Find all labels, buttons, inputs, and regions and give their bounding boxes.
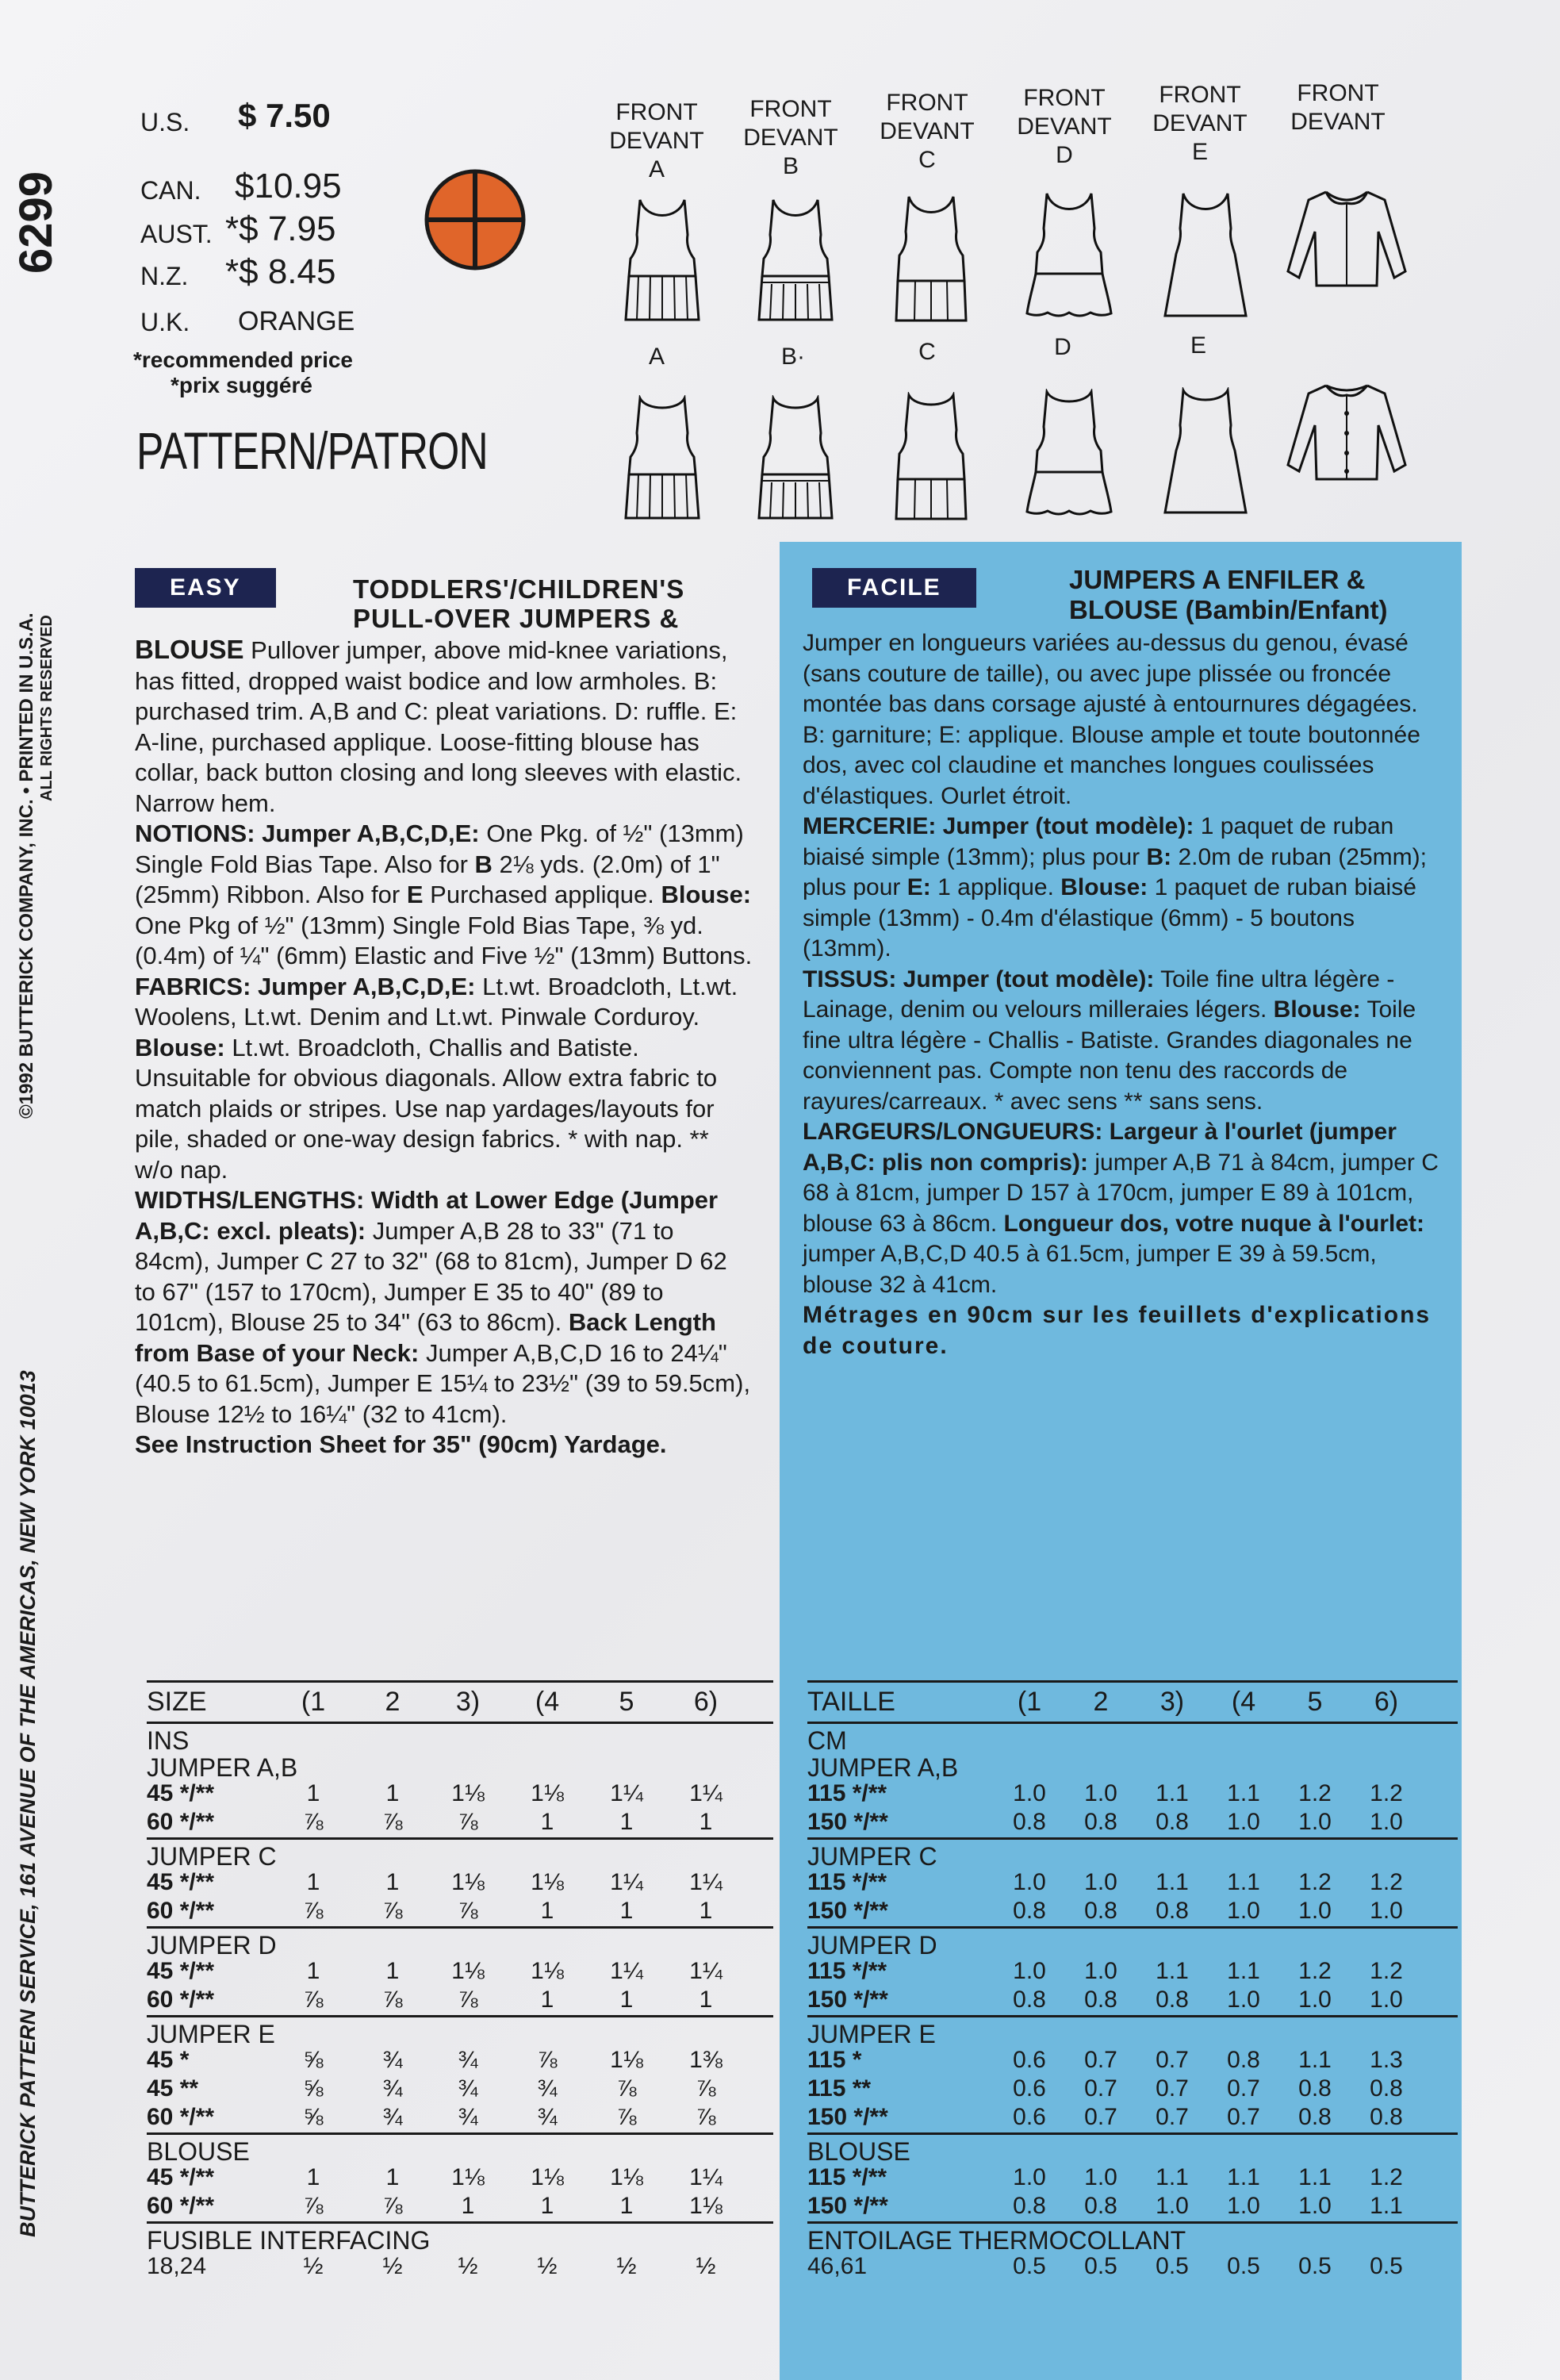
table-cell: ¾ [458, 2104, 478, 2130]
row-label: 115 * [807, 2047, 862, 2073]
size-header-5: 5 [619, 1687, 634, 1717]
table-cell: ½ [696, 2253, 716, 2279]
header-rule [147, 1722, 773, 1724]
english-title: TODDLERS'/CHILDREN'S PULL-OVER JUMPERS & [353, 574, 685, 633]
table-cell: ¾ [537, 2075, 558, 2102]
row-label: 45 */** [147, 1780, 215, 1806]
table-cell: 0.7 [1084, 2047, 1117, 2073]
back-label-e: E [1190, 332, 1206, 359]
table-cell: ½ [616, 2253, 637, 2279]
table-cell: 1.0 [1084, 1958, 1117, 1984]
table-cell: 1.2 [1370, 1780, 1403, 1806]
table-cell: 1.1 [1156, 1780, 1189, 1806]
group-rule [807, 2132, 1458, 2135]
table-cell: 1⅛ [451, 1780, 485, 1806]
back-label-d: D [1054, 334, 1071, 360]
table-cell: ⅞ [303, 1898, 324, 1924]
jumper-a-back-drawing [623, 395, 702, 522]
table-cell: 1.0 [1084, 1780, 1117, 1806]
group-rule [807, 1926, 1458, 1929]
table-cell: ⅞ [303, 2193, 324, 2219]
group-label: JUMPER D [807, 1931, 937, 1960]
group-label: JUMPER C [807, 1842, 937, 1871]
table-cell: ½ [458, 2253, 478, 2279]
table-cell: 1 [619, 1987, 634, 2013]
group-label: BLOUSE [147, 2137, 250, 2166]
row-label: 115 */** [807, 1958, 887, 1984]
table-cell: 0.7 [1156, 2104, 1189, 2130]
back-label-c: C [918, 339, 936, 365]
size-header-label: TAILLE [807, 1687, 895, 1717]
size-header-1: (1 [301, 1687, 326, 1717]
table-cell: 0.7 [1084, 2104, 1117, 2130]
table-cell: 0.8 [1084, 1809, 1117, 1835]
table-cell: ¾ [382, 2075, 403, 2102]
table-cell: ⅝ [303, 2075, 324, 2102]
table-cell: ⅞ [616, 2075, 637, 2102]
table-cell: 1.0 [1084, 1869, 1117, 1895]
table-cell: 0.8 [1298, 2104, 1332, 2130]
table-cell: 0.8 [1013, 1809, 1046, 1835]
table-cell: 1 [385, 1780, 400, 1806]
table-cell: 1.2 [1370, 1958, 1403, 1984]
fusible-row-label: 18,24 [147, 2253, 207, 2279]
recommended-price-note: *recommended price [133, 347, 353, 372]
table-cell: 1.1 [1156, 2164, 1189, 2190]
price-us-value: $ 7.50 [238, 97, 331, 134]
fusible-label: ENTOILAGE THERMOCOLLANT [807, 2226, 1186, 2255]
row-label: 45 ** [147, 2075, 199, 2102]
row-label: 150 */** [807, 1987, 888, 2013]
table-cell: 1.0 [1370, 1898, 1403, 1924]
table-cell: ¾ [382, 2104, 403, 2130]
table-cell: 1⅛ [531, 1869, 564, 1895]
table-cell: 1.0 [1370, 1987, 1403, 2013]
table-cell: 1.1 [1227, 1869, 1260, 1895]
table-cell: 1.2 [1370, 2164, 1403, 2190]
table-cell: 1⅛ [610, 2164, 643, 2190]
table-cell: ⅝ [303, 2047, 324, 2073]
table-cell: 1.1 [1227, 1780, 1260, 1806]
table-cell: 1 [306, 1780, 320, 1806]
group-rule [147, 1926, 773, 1929]
size-header-2: 2 [1093, 1687, 1109, 1717]
jumper-a-front-drawing [623, 197, 702, 324]
table-cell: ⅝ [303, 2104, 324, 2130]
table-cell: 1 [619, 1809, 634, 1835]
size-header-4: (4 [535, 1687, 560, 1717]
table-cell: 1.3 [1370, 2047, 1403, 2073]
size-header-3: 3) [1159, 1687, 1185, 1717]
table-cell: 0.8 [1156, 1898, 1189, 1924]
table-cell: 1.0 [1013, 2164, 1046, 2190]
english-description: BLOUSE Pullover jumper, above mid-knee variations, has fitted, dropped waist bodice and low armholes. B: purchased trim. A,B and C: pleat variations. D: ruffle. E: A-line, purchased applique. Loose-fitting blouse has collar, back button closing and long sleeves with elastic. Narrow hem. NOTIONS: Jumper A,B,C,D,E: One Pkg. of ½" (13mm) Single Fold Bias Tape. Also for B 2⅛ yds. (2.0m) of 1" (25mm) Ribbon. Also for E Purchased applique. Blouse: One Pkg of ½" (13mm) Single Fold Bias Tape, ⅜ yd. (0.4m) of ¼" (6mm) Elastic and Five ½" (13mm) Buttons. FABRICS: Jumper A,B,C,D,E: Lt.wt. Broadcloth, Lt.wt. Woolens, Lt.wt. Denim and Lt.wt. Pinwale Corduroy. Blouse: Lt.wt. Broadcloth, Challis and Batiste. Unsuitable for obvious diagonals. Allow extra fabric to match plaids or stripes. Use nap yardages/layouts for pile, shaded or one-way design fabrics. * with nap. ** w/o nap. WIDTHS/LENGTHS: Width at Lower Edge (Jumper A,B,C: excl. pleats): Jumper A,B 28 to 33" (71 to 84cm), Jumper C 27 to 32" (68 to 81cm), Jumper D 62 to 67" (157 to 170cm), Jumper E 35 to 40" (89 to 101cm), Blouse 25 to 34" (63 to 86cm). Back Length from Base of your Neck: Jumper A,B,C,D 16 to 24¼" (40.5 to 61.5cm), Jumper E 15¼ to 23½" (39 to 59.5cm), Blouse 12½ to 16¼" (32 to 41cm). See Instruction Sheet for 35" (90cm) Yardage. [135, 635, 753, 1458]
unit-label: INS [147, 1726, 190, 1755]
table-cell: 0.8 [1156, 1809, 1189, 1835]
price-nz-value: *$ 8.45 [225, 252, 336, 291]
table-cell: 0.6 [1013, 2047, 1046, 2073]
orange-cross-symbol [424, 168, 527, 271]
jumper-d-back-drawing [1025, 389, 1113, 520]
table-top-rule [807, 1680, 1458, 1683]
header-rule [807, 1722, 1458, 1724]
table-cell: 0.8 [1227, 2047, 1260, 2073]
table-cell: 1.0 [1013, 1780, 1046, 1806]
blouse-front-drawing [1277, 184, 1416, 295]
price-can-value: $10.95 [235, 167, 342, 205]
size-header-3: 3) [455, 1687, 481, 1717]
table-cell: 1 [540, 1809, 554, 1835]
table-cell: 1.0 [1227, 1809, 1260, 1835]
table-top-rule [147, 1680, 773, 1683]
group-label: JUMPER E [147, 2020, 275, 2048]
table-cell: 0.5 [1084, 2253, 1117, 2279]
table-cell: 1 [306, 1869, 320, 1895]
row-label: 60 */** [147, 1809, 215, 1835]
group-rule [807, 1837, 1458, 1840]
price-aust-value: *$ 7.95 [225, 209, 336, 248]
table-cell: 1 [540, 1898, 554, 1924]
jumper-b-front-drawing [756, 197, 835, 324]
price-uk-value: ORANGE [238, 306, 355, 336]
price-aust: AUST. [140, 220, 213, 248]
table-cell: 1.0 [1156, 2193, 1189, 2219]
table-cell: 1⅛ [451, 1869, 485, 1895]
front-label-b: FRONT DEVANT B [743, 96, 838, 179]
table-cell: 1 [619, 1898, 634, 1924]
table-cell: ⅞ [458, 1809, 478, 1835]
prix-suggere-note: *prix suggéré [171, 373, 312, 397]
table-cell: 1⅛ [610, 2047, 643, 2073]
group-label: JUMPER A,B [147, 1753, 298, 1782]
size-header-4: (4 [1231, 1687, 1256, 1717]
back-label-a: A [648, 344, 665, 370]
table-cell: 1¼ [689, 1958, 723, 1984]
price-us: U.S. [140, 108, 190, 136]
table-cell: 0.6 [1013, 2104, 1046, 2130]
row-label: 150 */** [807, 1898, 888, 1924]
table-cell: 1.0 [1227, 2193, 1260, 2219]
price-can: CAN. [140, 176, 201, 205]
row-label: 45 */** [147, 2164, 215, 2190]
table-cell: 1.2 [1298, 1780, 1332, 1806]
row-label: 45 */** [147, 1958, 215, 1984]
table-cell: 1.0 [1084, 2164, 1117, 2190]
row-label: 115 */** [807, 1869, 887, 1895]
rights-line: ALL RIGHTS RESERVED [38, 615, 56, 801]
table-cell: 0.5 [1370, 2253, 1403, 2279]
jumper-d-front-drawing [1025, 190, 1113, 321]
french-title: JUMPERS A ENFILER & BLOUSE (Bambin/Enfant) [1069, 565, 1388, 624]
row-label: 115 */** [807, 1780, 887, 1806]
table-cell: 1 [699, 1809, 713, 1835]
price-uk: U.K. [140, 308, 190, 336]
table-cell: 1 [385, 1869, 400, 1895]
table-cell: 1¼ [610, 1958, 643, 1984]
table-cell: 1 [699, 1987, 713, 2013]
row-label: 60 */** [147, 1987, 215, 2013]
group-label: JUMPER D [147, 1931, 277, 1960]
table-cell: ¾ [382, 2047, 403, 2073]
group-rule [807, 2221, 1458, 2224]
table-cell: 0.5 [1298, 2253, 1332, 2279]
row-label: 150 */** [807, 2104, 888, 2130]
table-cell: 0.8 [1084, 1987, 1117, 2013]
row-label: 60 */** [147, 2193, 215, 2219]
size-header-1: (1 [1017, 1687, 1042, 1717]
size-header-5: 5 [1307, 1687, 1323, 1717]
table-cell: 1.0 [1298, 1987, 1332, 2013]
table-cell: ¾ [537, 2104, 558, 2130]
table-cell: 1⅛ [531, 1958, 564, 1984]
group-rule [147, 2221, 773, 2224]
size-header-6: 6) [693, 1687, 719, 1717]
table-cell: 0.8 [1370, 2075, 1403, 2102]
table-cell: 1.1 [1156, 1869, 1189, 1895]
table-cell: 1¼ [689, 2164, 723, 2190]
table-cell: 1.0 [1227, 1987, 1260, 2013]
jumper-b-back-drawing [756, 395, 835, 522]
table-cell: 1.1 [1227, 2164, 1260, 2190]
table-cell: 1⅛ [451, 1958, 485, 1984]
table-cell: 1.0 [1370, 1809, 1403, 1835]
pattern-patron-heading: PATTERN/PATRON [136, 421, 488, 480]
jumper-c-back-drawing [891, 392, 971, 523]
table-cell: 1.0 [1298, 1809, 1332, 1835]
jumper-e-back-drawing [1162, 387, 1249, 518]
table-cell: 0.5 [1227, 2253, 1260, 2279]
table-cell: 1¼ [610, 1869, 643, 1895]
table-cell: 1¼ [610, 1780, 643, 1806]
pattern-number: 6299 [10, 171, 62, 274]
table-cell: 1 [306, 2164, 320, 2190]
table-cell: 1.0 [1298, 1898, 1332, 1924]
group-rule [147, 1837, 773, 1840]
table-cell: 0.8 [1156, 1987, 1189, 2013]
table-cell: ½ [537, 2253, 558, 2279]
table-cell: 0.8 [1013, 1987, 1046, 2013]
table-cell: 0.8 [1298, 2075, 1332, 2102]
group-label: JUMPER A,B [807, 1753, 959, 1782]
price-nz: N.Z. [140, 262, 189, 290]
blouse-back-drawing [1277, 378, 1416, 489]
table-cell: 1 [385, 1958, 400, 1984]
facile-badge: FACILE [812, 568, 991, 608]
table-cell: 0.6 [1013, 2075, 1046, 2102]
table-cell: 1¼ [689, 1869, 723, 1895]
table-cell: 1¼ [689, 1780, 723, 1806]
size-header-label: SIZE [147, 1687, 207, 1717]
table-cell: 1 [306, 1958, 320, 1984]
table-cell: ⅞ [696, 2104, 716, 2130]
table-cell: ⅞ [303, 1987, 324, 2013]
group-label: JUMPER C [147, 1842, 277, 1871]
table-cell: ¾ [458, 2047, 478, 2073]
publisher-address: BUTTERICK PATTERN SERVICE, 161 AVENUE OF THE AMERICAS, NEW YORK 10013 [16, 1370, 40, 2237]
table-cell: 0.7 [1227, 2075, 1260, 2102]
table-cell: 1.2 [1298, 1958, 1332, 1984]
row-label: 150 */** [807, 1809, 888, 1835]
table-cell: 0.7 [1227, 2104, 1260, 2130]
table-cell: ⅞ [382, 2193, 403, 2219]
table-cell: ⅞ [616, 2104, 637, 2130]
table-cell: ⅞ [458, 1898, 478, 1924]
unit-label: CM [807, 1726, 847, 1755]
table-cell: ⅞ [382, 1987, 403, 2013]
table-cell: ⅞ [458, 1987, 478, 2013]
back-label-b: B· [781, 344, 805, 370]
table-cell: 1 [699, 1898, 713, 1924]
copyright-line: ©1992 BUTTERICK COMPANY, INC. • PRINTED IN U.S.A. [16, 612, 37, 1119]
table-cell: 1 [385, 2164, 400, 2190]
table-cell: 1.1 [1156, 1958, 1189, 1984]
row-label: 60 */** [147, 2104, 215, 2130]
table-cell: 1 [540, 2193, 554, 2219]
front-label-d: FRONT DEVANT D [1017, 85, 1112, 168]
table-cell: 0.8 [1084, 1898, 1117, 1924]
row-label: 150 */** [807, 2193, 888, 2219]
row-label: 45 */** [147, 1869, 215, 1895]
table-cell: 0.5 [1013, 2253, 1046, 2279]
french-description: Jumper en longueurs variées au-dessus du genou, évasé (sans couture de taille), ou avec jupe plissée ou froncée montée bas dans corsage ajusté à entournures dégagées. B: garniture; E: applique. Blouse ample et toute boutonnée dos, avec col claudine et manches longues coulissées d'élastiques. Ourlet étroit. MERCERIE: Jumper (tout modèle): 1 paquet de ruban biaisé simple (13mm); plus pour B: 2.0m de ruban (25mm); plus pour E: 1 applique. Blouse: 1 paquet de ruban biaisé simple (13mm) - 0.4m d'élastique (6mm) - 5 boutons (13mm). TISSUS: Jumper (tout modèle): Toile fine ultra légère - Lainage, denim ou velours milleraies légers. Blouse: Toile fine ultra légère - Challis - Batiste. Grandes diagonales ne conviennent pas. Compte non tenu des raccords de rayures/carreaux. * avec sens ** sans sens. LARGEURS/LONGUEURS: Largeur à l'ourlet (jumper A,B,C: plis non compris): jumper A,B 71 à 84cm, jumper C 68 à 81cm, jumper D 157 à 170cm, jumper E 89 à 101cm, blouse 63 à 86cm. Longueur dos, votre nuque à l'ourlet: jumper A,B,C,D 40.5 à 61.5cm, jumper E 39 à 59.5cm, blouse 32 à 41cm. Métrages en 90cm sur les feuillets d'explications de couture. [803, 630, 1439, 1359]
table-cell: 0.7 [1156, 2075, 1189, 2102]
table-cell: 0.5 [1156, 2253, 1189, 2279]
front-label-c: FRONT DEVANT C [880, 90, 975, 173]
jumper-e-front-drawing [1162, 190, 1249, 321]
table-cell: 1.0 [1227, 1898, 1260, 1924]
table-cell: ⅞ [382, 1898, 403, 1924]
size-header-2: 2 [385, 1687, 401, 1717]
table-cell: ½ [382, 2253, 403, 2279]
front-label-blouse: FRONT DEVANT [1290, 80, 1386, 135]
table-cell: 0.8 [1013, 2193, 1046, 2219]
row-label: 45 * [147, 2047, 190, 2073]
table-cell: 1.1 [1298, 2164, 1332, 2190]
fusible-label: FUSIBLE INTERFACING [147, 2226, 431, 2255]
table-cell: 1.0 [1298, 2193, 1332, 2219]
table-cell: 0.7 [1156, 2047, 1189, 2073]
group-label: JUMPER E [807, 2020, 936, 2048]
table-cell: 1.0 [1013, 1958, 1046, 1984]
jumper-c-front-drawing [891, 194, 971, 324]
table-cell: ⅞ [382, 1809, 403, 1835]
row-label: 115 */** [807, 2164, 887, 2190]
table-cell: 1⅛ [451, 2164, 485, 2190]
table-cell: 0.8 [1370, 2104, 1403, 2130]
group-rule [147, 2132, 773, 2135]
easy-badge: EASY [135, 568, 290, 608]
table-cell: 1.1 [1298, 2047, 1332, 2073]
table-cell: 1.1 [1227, 1958, 1260, 1984]
table-cell: ¾ [458, 2075, 478, 2102]
yardage-table-french [807, 1680, 1458, 2378]
table-cell: ⅞ [303, 1809, 324, 1835]
front-label-e: FRONT DEVANT E [1152, 82, 1248, 165]
fusible-row-label: 46,61 [807, 2253, 868, 2279]
table-cell: ⅞ [696, 2075, 716, 2102]
table-cell: 1.0 [1013, 1869, 1046, 1895]
table-cell: 0.7 [1084, 2075, 1117, 2102]
table-cell: 1⅜ [689, 2047, 723, 2073]
table-cell: 1⅛ [531, 1780, 564, 1806]
row-label: 115 ** [807, 2075, 872, 2102]
table-cell: 1⅛ [531, 2164, 564, 2190]
front-label-a: FRONT DEVANT A [609, 99, 704, 182]
table-cell: 1.1 [1370, 2193, 1403, 2219]
group-rule [147, 2015, 773, 2017]
row-label: 60 */** [147, 1898, 215, 1924]
table-cell: 0.8 [1084, 2193, 1117, 2219]
table-cell: 1 [540, 1987, 554, 2013]
group-rule [807, 2015, 1458, 2017]
table-cell: 1 [619, 2193, 634, 2219]
table-cell: ⅞ [537, 2047, 558, 2073]
table-cell: 1⅛ [689, 2193, 723, 2219]
table-cell: ½ [303, 2253, 324, 2279]
group-label: BLOUSE [807, 2137, 910, 2166]
table-cell: 1.2 [1370, 1869, 1403, 1895]
table-cell: 0.8 [1013, 1898, 1046, 1924]
table-cell: 1 [461, 2193, 475, 2219]
size-header-6: 6) [1374, 1687, 1399, 1717]
table-cell: 1.2 [1298, 1869, 1332, 1895]
yardage-table-english [147, 1680, 773, 2378]
